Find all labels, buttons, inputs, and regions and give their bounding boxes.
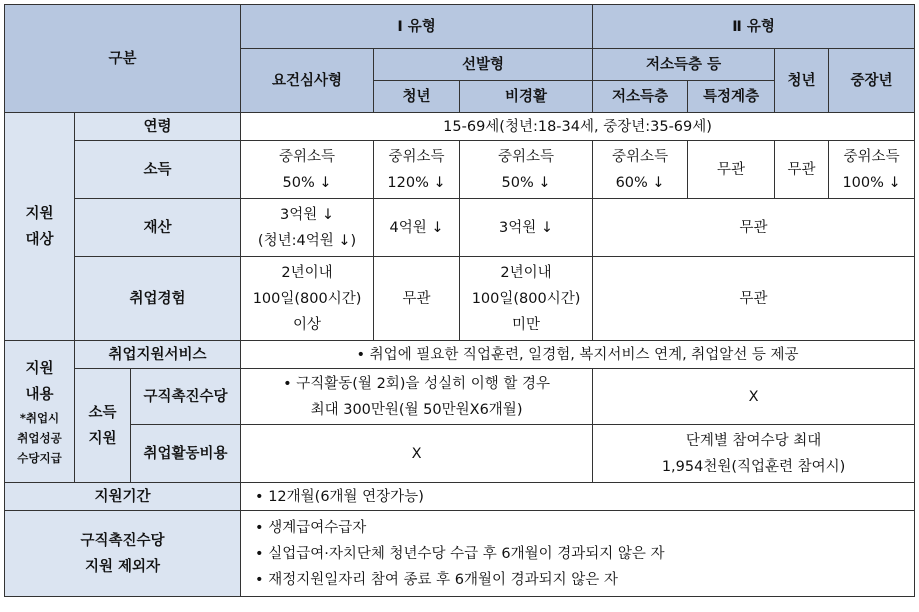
header-type2: Ⅱ 유형: [593, 5, 915, 49]
age-value: 15-69세(청년:18-34세, 중장년:35-69세): [241, 113, 915, 141]
period-value: • 12개월(6개월 연장가능): [241, 483, 915, 511]
job-seeking-type1: • 구직활동(월 2회)을 성실히 이행 할 경우 최대 300만원(월 50만원X6개월): [241, 369, 593, 425]
support-content-label: 지원 내용 *취업시 취업성공 수당지급: [5, 341, 75, 483]
header-youth: 청년: [775, 49, 829, 113]
age-label: 연령: [75, 113, 241, 141]
employment-label: 취업경험: [75, 257, 241, 341]
employment-sel-youth: 무관: [374, 257, 460, 341]
income-non-econ: 중위소득 50% ↓: [460, 141, 593, 199]
employment-non-econ: 2년이내 100일(800시간) 미만: [460, 257, 593, 341]
service-label: 취업지원서비스: [75, 341, 241, 369]
period-label: 지원기간: [5, 483, 241, 511]
program-table: [4, 4, 915, 597]
exclusion-item: • 재정지원일자리 참여 종료 후 6개월이 경과되지 않은 자: [255, 571, 618, 588]
income-youth2: 무관: [775, 141, 829, 199]
header-sel-youth: 청년: [374, 81, 460, 113]
assets-type2: 무관: [593, 199, 915, 257]
assets-non-econ: 3억원 ↓: [460, 199, 593, 257]
income-sel-youth: 중위소득 120% ↓: [374, 141, 460, 199]
exclusion-item: • 생계급여수급자: [255, 519, 367, 536]
income-low-income: 중위소득 60% ↓: [593, 141, 688, 199]
income-label: 소득: [75, 141, 241, 199]
employment-req: 2년이내 100일(800시간) 이상: [241, 257, 374, 341]
service-value: • 취업에 필요한 직업훈련, 일경험, 복지서비스 연계, 취업알선 등 제공: [241, 341, 915, 369]
income-req: 중위소득 50% ↓: [241, 141, 374, 199]
header-middle-aged: 중장년: [829, 49, 915, 113]
job-seeking-label: 구직촉진수당: [131, 369, 241, 425]
header-non-economic: 비경활: [460, 81, 593, 113]
header-category: 구분: [5, 5, 241, 113]
job-seeking-type2: X: [593, 369, 915, 425]
activity-cost-type2: 단계별 참여수당 최대 1,954천원(직업훈련 참여시): [593, 425, 915, 483]
header-selection: 선발형: [374, 49, 593, 81]
income-support-label: 소득 지원: [75, 369, 131, 483]
exclusion-item: • 실업급여·자치단체 청년수당 수급 후 6개월이 경과되지 않은 자: [255, 545, 665, 562]
header-low-income: 저소득층: [593, 81, 688, 113]
assets-label: 재산: [75, 199, 241, 257]
header-special-class: 특정계층: [688, 81, 775, 113]
header-type1: Ⅰ 유형: [241, 5, 593, 49]
exclusion-label: 구직촉진수당 지원 제외자: [5, 511, 241, 597]
income-middle2: 중위소득 100% ↓: [829, 141, 915, 199]
assets-sel-youth: 4억원 ↓: [374, 199, 460, 257]
header-requirement-review: 요건심사형: [241, 49, 374, 113]
support-target-label: 지원 대상: [5, 113, 75, 341]
assets-req: 3억원 ↓ (청년:4억원 ↓): [241, 199, 374, 257]
income-special: 무관: [688, 141, 775, 199]
activity-cost-label: 취업활동비용: [131, 425, 241, 483]
activity-cost-type1: X: [241, 425, 593, 483]
exclusion-list: [241, 511, 915, 597]
header-low-income-etc: 저소득층 등: [593, 49, 775, 81]
employment-type2: 무관: [593, 257, 915, 341]
